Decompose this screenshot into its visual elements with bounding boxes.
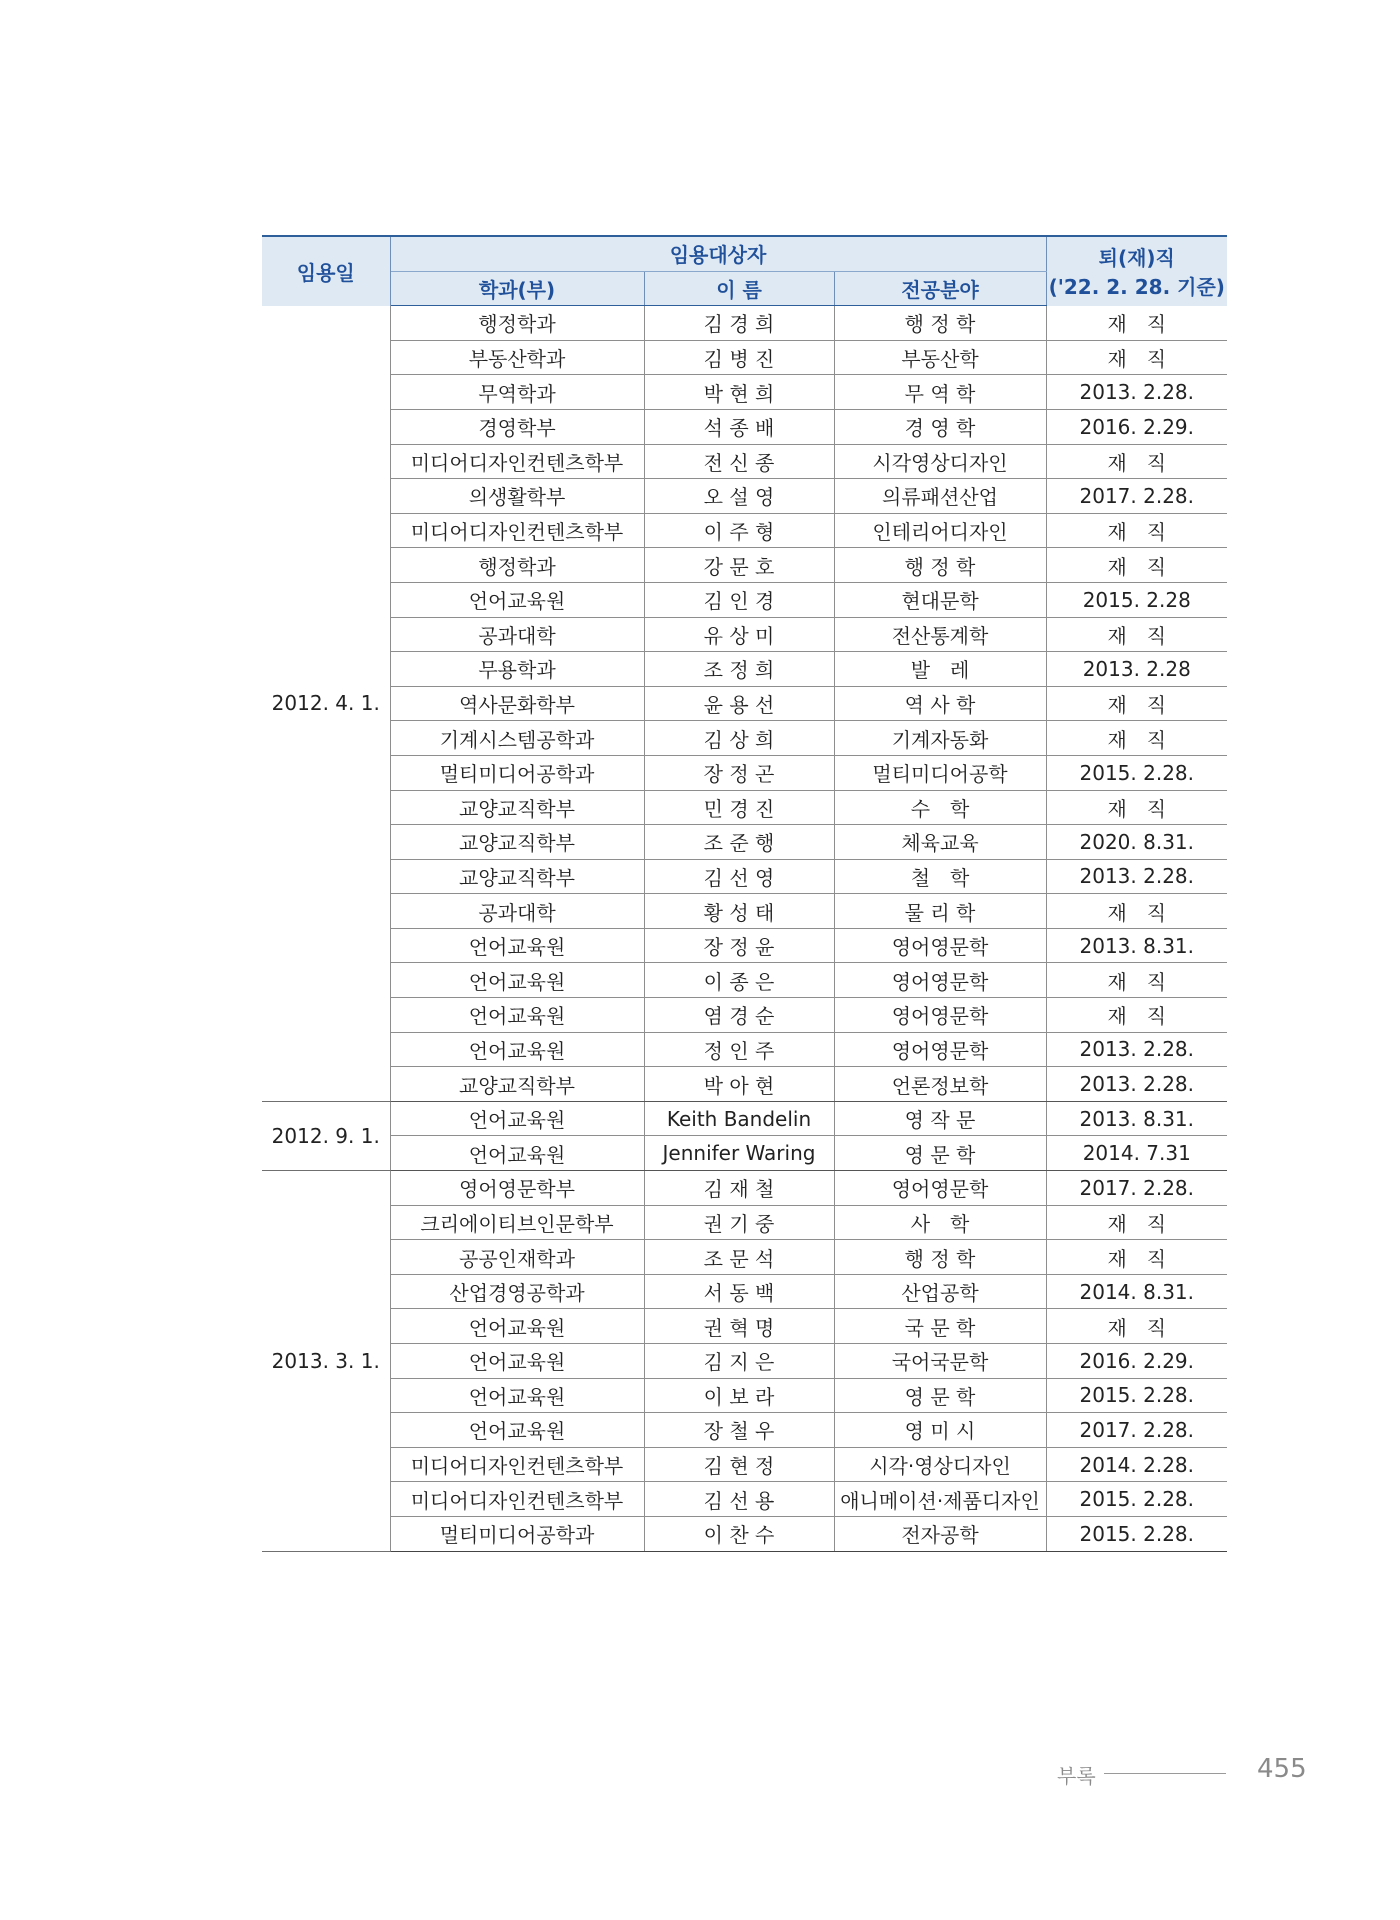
- cell-department: 공과대학: [390, 894, 644, 929]
- cell-name: 장 철 우: [644, 1413, 834, 1448]
- cell-appointment-date: 2013. 3. 1.: [262, 1171, 390, 1552]
- cell-department: 언어교육원: [390, 1309, 644, 1344]
- cell-status: 2013. 2.28.: [1046, 859, 1227, 894]
- cell-name: 이 주 형: [644, 513, 834, 548]
- cell-name: 석 종 배: [644, 409, 834, 444]
- cell-major: 영어영문학: [834, 1171, 1046, 1206]
- cell-name: 권 기 중: [644, 1205, 834, 1240]
- cell-major: 무 역 학: [834, 375, 1046, 410]
- table-row: [262, 548, 1227, 583]
- footer-divider: [1104, 1773, 1226, 1774]
- cell-department: 공과대학: [390, 617, 644, 652]
- header-target-group: 임용대상자: [390, 236, 1046, 271]
- header-status-line2: ('22. 2. 28. 기준): [1048, 275, 1225, 300]
- cell-name: 김 병 진: [644, 340, 834, 375]
- cell-name: 장 정 곤: [644, 755, 834, 790]
- cell-status: 2014. 2.28.: [1046, 1447, 1227, 1482]
- table-row: [262, 1171, 1227, 1206]
- cell-department: 미디어디자인컨텐츠학부: [390, 513, 644, 548]
- cell-department: 공공인재학과: [390, 1240, 644, 1275]
- table-row: [262, 1136, 1227, 1171]
- cell-major: 행 정 학: [834, 548, 1046, 583]
- cell-department: 부동산학과: [390, 340, 644, 375]
- cell-status: 2013. 2.28.: [1046, 375, 1227, 410]
- cell-department: 행정학과: [390, 548, 644, 583]
- cell-major: 인테리어디자인: [834, 513, 1046, 548]
- table-row: [262, 1516, 1227, 1551]
- cell-name: 정 인 주: [644, 1032, 834, 1067]
- table-row: [262, 894, 1227, 929]
- cell-name: 이 보 라: [644, 1378, 834, 1413]
- cell-status: 재 직: [1046, 306, 1227, 341]
- cell-major: 물 리 학: [834, 894, 1046, 929]
- cell-department: 역사문화학부: [390, 686, 644, 721]
- cell-name: 권 혁 명: [644, 1309, 834, 1344]
- cell-status: 재 직: [1046, 340, 1227, 375]
- cell-name: 강 문 호: [644, 548, 834, 583]
- table-row: [262, 1309, 1227, 1344]
- page-number: 455: [1257, 1754, 1307, 1784]
- header-status: [1046, 236, 1227, 306]
- table-row: [262, 790, 1227, 825]
- cell-major: 현대문학: [834, 582, 1046, 617]
- cell-status: 재 직: [1046, 721, 1227, 756]
- cell-status: 재 직: [1046, 1309, 1227, 1344]
- header-major: 전공분야: [834, 271, 1046, 306]
- cell-department: 영어영문학부: [390, 1171, 644, 1206]
- cell-major: 국어국문학: [834, 1344, 1046, 1379]
- cell-status: 재 직: [1046, 1240, 1227, 1275]
- cell-department: 미디어디자인컨텐츠학부: [390, 1447, 644, 1482]
- cell-status: 2015. 2.28.: [1046, 1482, 1227, 1517]
- cell-major: 언론정보학: [834, 1067, 1046, 1102]
- cell-status: 2017. 2.28.: [1046, 479, 1227, 514]
- cell-status: 2016. 2.29.: [1046, 409, 1227, 444]
- cell-major: 경 영 학: [834, 409, 1046, 444]
- cell-name: 김 선 영: [644, 859, 834, 894]
- cell-name: 박 아 현: [644, 1067, 834, 1102]
- cell-status: 2015. 2.28.: [1046, 755, 1227, 790]
- cell-status: 재 직: [1046, 963, 1227, 998]
- cell-status: 2015. 2.28.: [1046, 1378, 1227, 1413]
- cell-name: 김 재 철: [644, 1171, 834, 1206]
- cell-status: 2013. 2.28.: [1046, 1032, 1227, 1067]
- table-row: [262, 1205, 1227, 1240]
- table-row: [262, 1447, 1227, 1482]
- cell-name: 김 현 정: [644, 1447, 834, 1482]
- cell-major: 수 학: [834, 790, 1046, 825]
- table-row: [262, 479, 1227, 514]
- cell-major: 영 문 학: [834, 1378, 1046, 1413]
- cell-status: 2017. 2.28.: [1046, 1171, 1227, 1206]
- table-row: [262, 859, 1227, 894]
- cell-status: 2013. 8.31.: [1046, 928, 1227, 963]
- cell-department: 언어교육원: [390, 1413, 644, 1448]
- table-row: [262, 1240, 1227, 1275]
- cell-department: 교양교직학부: [390, 1067, 644, 1102]
- cell-department: 언어교육원: [390, 1136, 644, 1171]
- cell-name: 이 종 은: [644, 963, 834, 998]
- cell-name: 김 인 경: [644, 582, 834, 617]
- cell-name: 황 성 태: [644, 894, 834, 929]
- cell-major: 기계자동화: [834, 721, 1046, 756]
- cell-department: 기계시스템공학과: [390, 721, 644, 756]
- cell-status: 재 직: [1046, 790, 1227, 825]
- cell-major: 영 작 문: [834, 1101, 1046, 1136]
- cell-status: 2013. 2.28: [1046, 652, 1227, 687]
- table-row: [262, 1274, 1227, 1309]
- cell-name: 전 신 종: [644, 444, 834, 479]
- cell-department: 언어교육원: [390, 1378, 644, 1413]
- cell-name: 김 경 희: [644, 306, 834, 341]
- table-row: [262, 1101, 1227, 1136]
- cell-name: 서 동 백: [644, 1274, 834, 1309]
- table-row: [262, 306, 1227, 341]
- table-row: [262, 582, 1227, 617]
- cell-name: 염 경 순: [644, 998, 834, 1033]
- cell-name: 조 정 희: [644, 652, 834, 687]
- cell-department: 멀티미디어공학과: [390, 755, 644, 790]
- cell-major: 영어영문학: [834, 928, 1046, 963]
- cell-department: 언어교육원: [390, 1101, 644, 1136]
- appointment-table: [262, 235, 1227, 1552]
- cell-major: 체육교육: [834, 825, 1046, 860]
- cell-appointment-date: 2012. 4. 1.: [262, 306, 390, 1102]
- cell-department: 미디어디자인컨텐츠학부: [390, 444, 644, 479]
- table-row: [262, 928, 1227, 963]
- cell-major: 영 미 시: [834, 1413, 1046, 1448]
- cell-status: 재 직: [1046, 513, 1227, 548]
- cell-status: 재 직: [1046, 1205, 1227, 1240]
- cell-major: 사 학: [834, 1205, 1046, 1240]
- cell-department: 언어교육원: [390, 582, 644, 617]
- cell-department: 경영학부: [390, 409, 644, 444]
- table-row: [262, 617, 1227, 652]
- table-row: [262, 1482, 1227, 1517]
- cell-status: 2014. 8.31.: [1046, 1274, 1227, 1309]
- cell-department: 무역학과: [390, 375, 644, 410]
- cell-appointment-date: 2012. 9. 1.: [262, 1101, 390, 1170]
- table-row: [262, 513, 1227, 548]
- footer-section-label: 부록: [1057, 1764, 1096, 1788]
- cell-name: Keith Bandelin: [644, 1101, 834, 1136]
- cell-major: 멀티미디어공학: [834, 755, 1046, 790]
- cell-major: 철 학: [834, 859, 1046, 894]
- cell-department: 교양교직학부: [390, 825, 644, 860]
- cell-major: 역 사 학: [834, 686, 1046, 721]
- cell-status: 재 직: [1046, 686, 1227, 721]
- cell-status: 2017. 2.28.: [1046, 1413, 1227, 1448]
- cell-major: 영어영문학: [834, 963, 1046, 998]
- cell-major: 행 정 학: [834, 1240, 1046, 1275]
- table-row: [262, 1032, 1227, 1067]
- cell-department: 의생활학부: [390, 479, 644, 514]
- table-row: [262, 444, 1227, 479]
- cell-name: 박 현 희: [644, 375, 834, 410]
- cell-department: 언어교육원: [390, 998, 644, 1033]
- cell-department: 무용학과: [390, 652, 644, 687]
- cell-department: 언어교육원: [390, 928, 644, 963]
- cell-department: 멀티미디어공학과: [390, 1516, 644, 1551]
- cell-major: 영 문 학: [834, 1136, 1046, 1171]
- table-row: [262, 375, 1227, 410]
- cell-department: 미디어디자인컨텐츠학부: [390, 1482, 644, 1517]
- cell-name: 김 상 희: [644, 721, 834, 756]
- cell-department: 교양교직학부: [390, 859, 644, 894]
- table-row: [262, 1413, 1227, 1448]
- cell-name: 김 지 은: [644, 1344, 834, 1379]
- cell-status: 재 직: [1046, 617, 1227, 652]
- cell-major: 전산통계학: [834, 617, 1046, 652]
- cell-department: 언어교육원: [390, 1344, 644, 1379]
- cell-status: 2016. 2.29.: [1046, 1344, 1227, 1379]
- cell-status: 재 직: [1046, 548, 1227, 583]
- cell-name: 이 찬 수: [644, 1516, 834, 1551]
- table-row: [262, 686, 1227, 721]
- cell-status: 2013. 8.31.: [1046, 1101, 1227, 1136]
- cell-name: 오 설 영: [644, 479, 834, 514]
- table-row: [262, 1378, 1227, 1413]
- header-appointment-date: 임용일: [262, 236, 390, 306]
- cell-name: 윤 용 선: [644, 686, 834, 721]
- table-body: [262, 306, 1227, 1551]
- cell-status: 2020. 8.31.: [1046, 825, 1227, 860]
- cell-status: 2013. 2.28.: [1046, 1067, 1227, 1102]
- table-header: [262, 236, 1227, 306]
- table-row: [262, 998, 1227, 1033]
- cell-name: 장 정 윤: [644, 928, 834, 963]
- cell-status: 재 직: [1046, 894, 1227, 929]
- cell-major: 의류패션산업: [834, 479, 1046, 514]
- cell-major: 영어영문학: [834, 1032, 1046, 1067]
- cell-department: 언어교육원: [390, 963, 644, 998]
- table-row: [262, 721, 1227, 756]
- header-department: 학과(부): [390, 271, 644, 306]
- cell-status: 2015. 2.28: [1046, 582, 1227, 617]
- cell-status: 재 직: [1046, 998, 1227, 1033]
- table-row: [262, 1067, 1227, 1102]
- cell-department: 행정학과: [390, 306, 644, 341]
- cell-name: 조 문 석: [644, 1240, 834, 1275]
- cell-major: 애니메이션·제품디자인: [834, 1482, 1046, 1517]
- cell-department: 언어교육원: [390, 1032, 644, 1067]
- cell-major: 산업공학: [834, 1274, 1046, 1309]
- cell-major: 영어영문학: [834, 998, 1046, 1033]
- cell-department: 산업경영공학과: [390, 1274, 644, 1309]
- cell-major: 국 문 학: [834, 1309, 1046, 1344]
- cell-name: 조 준 행: [644, 825, 834, 860]
- table-row: [262, 652, 1227, 687]
- table-row: [262, 825, 1227, 860]
- cell-status: 재 직: [1046, 444, 1227, 479]
- table-row: [262, 409, 1227, 444]
- header-name: 이 름: [644, 271, 834, 306]
- table-row: [262, 1344, 1227, 1379]
- cell-major: 전자공학: [834, 1516, 1046, 1551]
- cell-department: 교양교직학부: [390, 790, 644, 825]
- cell-name: Jennifer Waring: [644, 1136, 834, 1171]
- table-row: [262, 340, 1227, 375]
- header-status-line1: 퇴(재)직: [1098, 246, 1175, 271]
- cell-major: 발 레: [834, 652, 1046, 687]
- table-row: [262, 963, 1227, 998]
- cell-status: 2014. 7.31: [1046, 1136, 1227, 1171]
- cell-major: 부동산학: [834, 340, 1046, 375]
- cell-major: 행 정 학: [834, 306, 1046, 341]
- cell-status: 2015. 2.28.: [1046, 1516, 1227, 1551]
- cell-department: 크리에이티브인문학부: [390, 1205, 644, 1240]
- cell-major: 시각·영상디자인: [834, 1447, 1046, 1482]
- cell-name: 유 상 미: [644, 617, 834, 652]
- cell-name: 김 선 용: [644, 1482, 834, 1517]
- cell-name: 민 경 진: [644, 790, 834, 825]
- cell-major: 시각영상디자인: [834, 444, 1046, 479]
- table-row: [262, 755, 1227, 790]
